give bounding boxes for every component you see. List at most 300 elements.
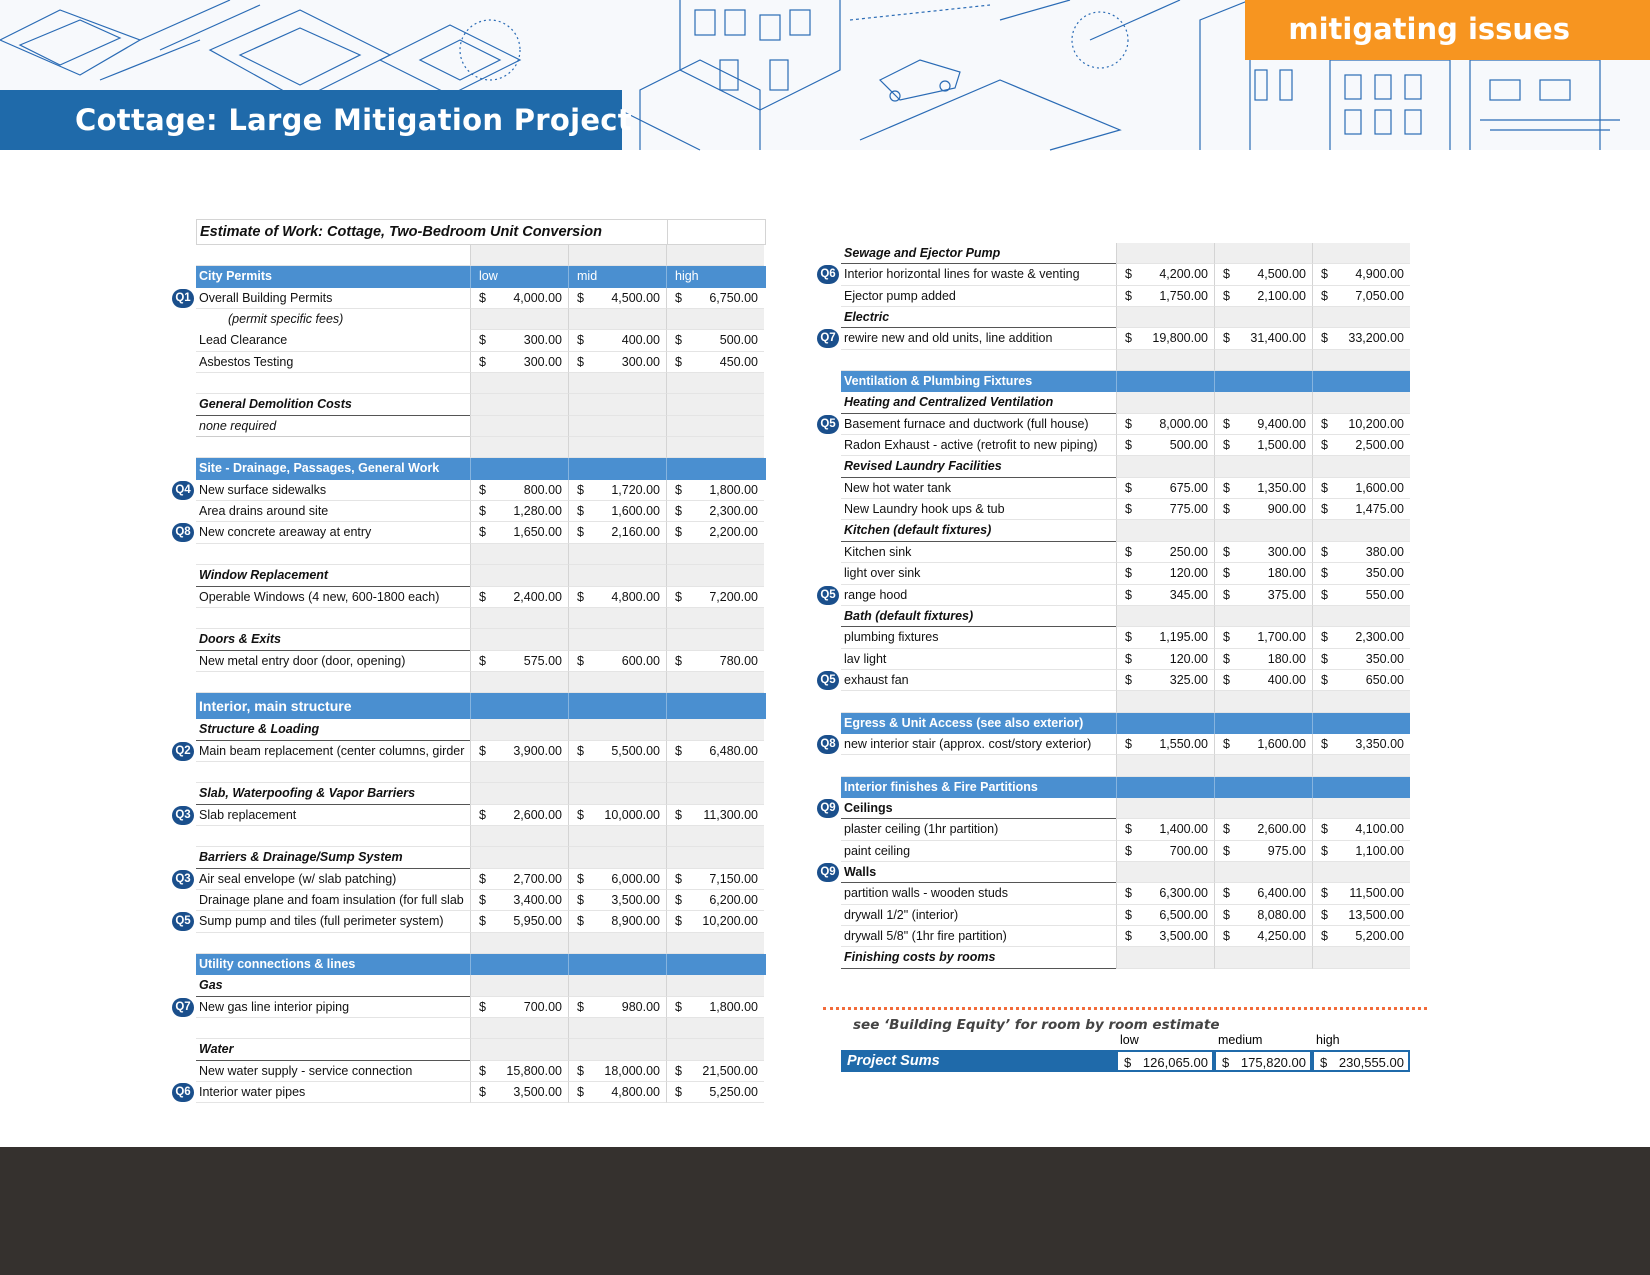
value-cell-high: [666, 587, 764, 608]
value-cell-high: [1312, 414, 1410, 435]
currency-sign: $: [577, 333, 584, 348]
currency-sign: $: [1223, 736, 1230, 751]
currency-sign: $: [479, 333, 486, 348]
value-mid: 180.00: [1267, 566, 1306, 581]
line-item-row: [841, 478, 1410, 499]
value-cell-mid: [1214, 883, 1312, 904]
section-header: [841, 713, 1410, 734]
value-mid: 4,250.00: [1257, 929, 1306, 943]
line-item-row: [175, 522, 766, 543]
empty-cell: [666, 608, 764, 629]
empty-cell: [841, 691, 1116, 712]
value-cell-mid: [568, 997, 666, 1018]
sum-currency: $: [1124, 1055, 1132, 1070]
currency-sign: $: [1125, 288, 1132, 303]
currency-sign: $: [675, 914, 682, 929]
blank-row: [841, 350, 1410, 371]
value-cell-high: [1312, 670, 1410, 691]
subsection-label: Water: [196, 1039, 470, 1060]
empty-cell: [568, 672, 666, 693]
right-estimate-table: [820, 243, 1410, 969]
value-high: 4,100.00: [1355, 822, 1404, 837]
empty-cell: [470, 629, 568, 650]
currency-sign: $: [1125, 438, 1132, 453]
currency-sign: $: [675, 333, 682, 348]
section-header-cell: [1116, 371, 1214, 392]
value-mid: 600.00: [621, 653, 660, 668]
line-item-row: [196, 651, 766, 672]
section-header-label: Interior finishes & Fire Partitions: [844, 779, 1038, 794]
currency-sign: $: [577, 1063, 584, 1078]
empty-cell: [470, 783, 568, 804]
empty-cell: [568, 1018, 666, 1039]
line-item-text: exhaust fan: [844, 672, 909, 687]
subsection-label: [820, 862, 1116, 883]
blank-row: [196, 762, 766, 783]
line-item-row: [175, 1082, 766, 1103]
line-item-label: [841, 286, 1116, 307]
empty-cell: [196, 245, 470, 266]
currency-sign: $: [1223, 438, 1230, 453]
question-badge-q7: Q7: [172, 998, 194, 1017]
value-low: 1,750.00: [1159, 288, 1208, 303]
empty-cell: [1312, 691, 1410, 712]
currency-sign: $: [675, 807, 682, 822]
section-header-cell: [1116, 777, 1214, 798]
value-cell-mid: [568, 352, 666, 373]
value-cell-mid: [568, 890, 666, 911]
empty-cell: [196, 608, 470, 629]
value-cell-low: [1116, 883, 1214, 904]
blank-row: [196, 608, 766, 629]
empty-cell: [568, 719, 666, 740]
value-cell-low: [1116, 649, 1214, 670]
value-high: 780.00: [719, 653, 758, 668]
empty-cell: [666, 394, 764, 415]
empty-cell: [1116, 947, 1214, 968]
sum-medium: 175,820.00: [1240, 1055, 1306, 1070]
line-item-row: [841, 563, 1410, 584]
section-header: [196, 458, 766, 479]
value-mid: 4,800.00: [611, 1085, 660, 1100]
empty-cell: [568, 565, 666, 586]
value-high: 4,900.00: [1355, 267, 1404, 282]
value-cell-low: [1116, 499, 1214, 520]
section-header-cell: [470, 693, 568, 719]
empty-cell: [470, 544, 568, 565]
empty-cell: [470, 309, 568, 330]
empty-cell: [568, 847, 666, 868]
currency-sign: $: [1125, 416, 1132, 431]
blank-row: [196, 826, 766, 847]
question-badge-q8: Q8: [172, 523, 194, 542]
section-tab: [1245, 0, 1650, 60]
line-item-text: Kitchen sink: [844, 544, 912, 559]
empty-cell: [470, 847, 568, 868]
line-item-row: [175, 805, 766, 826]
value-low: 4,200.00: [1159, 267, 1208, 282]
line-item-row: [841, 542, 1410, 563]
value-mid: 980.00: [621, 999, 660, 1014]
line-item-text: drywall 1/2" (interior): [844, 907, 959, 922]
currency-sign: $: [1223, 544, 1230, 559]
subsection-header: [820, 798, 1410, 819]
line-item-label: [841, 905, 1116, 926]
finishing-note: see ‘Building Equity’ for room by room estimate: [853, 1017, 1220, 1033]
value-cell-high: [666, 997, 764, 1018]
value-mid: 8,900.00: [611, 914, 660, 929]
empty-cell: [196, 826, 470, 847]
currency-sign: $: [1223, 822, 1230, 837]
value-high: 5,250.00: [709, 1085, 758, 1100]
currency-sign: $: [1321, 438, 1328, 453]
value-high: 13,500.00: [1348, 907, 1404, 922]
line-item-label: [196, 587, 470, 608]
value-cell-high: [666, 890, 764, 911]
currency-sign: $: [1223, 267, 1230, 282]
line-item-row: [841, 649, 1410, 670]
empty-cell: [1116, 307, 1214, 328]
value-cell-high: [666, 651, 764, 672]
empty-cell: [568, 394, 666, 415]
empty-cell: [666, 672, 764, 693]
subsection-label: Electric: [841, 307, 1116, 328]
subsection-label: Barriers & Drainage/Sump System: [196, 847, 470, 868]
value-cell-high: [666, 501, 764, 522]
value-mid: 375.00: [1267, 587, 1306, 602]
empty-cell: [666, 373, 764, 394]
currency-sign: $: [577, 871, 584, 886]
line-item-row: [841, 841, 1410, 862]
value-cell-low: [470, 890, 568, 911]
value-cell-mid: [1214, 414, 1312, 435]
page-title: Cottage: Large Mitigation Project: [75, 103, 632, 137]
line-item-label: [841, 926, 1116, 947]
currency-sign: $: [1125, 929, 1132, 943]
section-header-cell: [1116, 713, 1214, 734]
currency-sign: $: [675, 504, 682, 519]
empty-cell: [568, 783, 666, 804]
line-item-row: [841, 883, 1410, 904]
value-high: 380.00: [1365, 544, 1404, 559]
value-cell-mid: [568, 1082, 666, 1103]
empty-cell: [666, 933, 764, 954]
empty-cell: [666, 245, 764, 266]
empty-cell: [470, 394, 568, 415]
subsection-label: Doors & Exits: [196, 629, 470, 650]
empty-cell: [196, 933, 470, 954]
value-cell-mid: [1214, 478, 1312, 499]
section-header-cell: [1214, 777, 1312, 798]
sum-header-high: high: [1316, 1033, 1340, 1047]
value-low: 1,550.00: [1159, 736, 1208, 751]
currency-sign: $: [1125, 331, 1132, 346]
value-cell-high: [1312, 328, 1410, 349]
currency-sign: $: [479, 504, 486, 519]
value-low: 300.00: [523, 354, 562, 369]
question-badge-q3: Q3: [172, 870, 194, 889]
value-cell-low: [470, 869, 568, 890]
empty-cell: [470, 608, 568, 629]
line-item-text: New Laundry hook ups & tub: [844, 502, 1005, 517]
value-low: 700.00: [1169, 843, 1208, 858]
line-item-text: new interior stair (approx. cost/story exterior): [844, 736, 1092, 751]
section-header-cell: [568, 954, 666, 975]
empty-cell: [470, 672, 568, 693]
currency-sign: $: [1321, 822, 1328, 837]
line-item-text: Air seal envelope (w/ slab patching): [199, 871, 397, 886]
value-cell-high: [666, 869, 764, 890]
empty-cell: [470, 416, 568, 437]
empty-cell: [470, 437, 568, 458]
sum-low-cell: [1116, 1050, 1214, 1072]
line-item-row: [841, 286, 1410, 307]
note-text: (permit specific fees): [228, 312, 344, 327]
currency-sign: $: [577, 1085, 584, 1100]
currency-sign: $: [1321, 736, 1328, 751]
value-low: 1,650.00: [513, 525, 562, 540]
subsection-text: Walls: [844, 864, 877, 879]
line-item-label: [820, 670, 1116, 691]
value-high: 1,100.00: [1355, 843, 1404, 858]
value-low: 120.00: [1169, 566, 1208, 581]
line-item-text: drywall 5/8" (1hr fire partition): [844, 929, 1007, 943]
currency-sign: $: [1223, 843, 1230, 858]
line-item-text: partition walls - wooden studs: [844, 886, 1008, 901]
line-item-text: plumbing fixtures: [844, 630, 939, 645]
empty-cell: [1312, 456, 1410, 477]
value-high: 6,480.00: [709, 743, 758, 758]
currency-sign: $: [675, 482, 682, 497]
line-item-label: [820, 414, 1116, 435]
section-header-label: Egress & Unit Access (see also exterior): [844, 715, 1084, 730]
value-cell-high: [1312, 542, 1410, 563]
empty-cell: [568, 826, 666, 847]
value-high: 3,350.00: [1355, 736, 1404, 751]
line-item-text: Lead Clearance: [199, 333, 288, 348]
empty-cell: [666, 565, 764, 586]
value-low: 500.00: [1169, 438, 1208, 453]
subsection-label: Structure & Loading: [196, 719, 470, 740]
value-mid: 4,500.00: [1257, 267, 1306, 282]
line-item-label: [175, 911, 470, 932]
value-low: 4,000.00: [513, 290, 562, 305]
line-item-label: [841, 563, 1116, 584]
empty-cell: [841, 350, 1116, 371]
value-cell-mid: [1214, 328, 1312, 349]
line-item-text: plaster ceiling (1hr partition): [844, 822, 999, 837]
value-high: 2,500.00: [1355, 438, 1404, 453]
note-row: [196, 309, 766, 330]
currency-sign: $: [479, 290, 486, 305]
empty-cell: [1312, 862, 1410, 883]
currency-sign: $: [675, 892, 682, 907]
blank-row: [841, 755, 1410, 776]
blank-row: [196, 373, 766, 394]
line-item-label: [841, 841, 1116, 862]
value-high: 650.00: [1365, 672, 1404, 687]
value-cell-mid: [568, 501, 666, 522]
currency-sign: $: [577, 482, 584, 497]
currency-sign: $: [479, 482, 486, 497]
currency-sign: $: [675, 743, 682, 758]
empty-cell: [1214, 606, 1312, 627]
subsection-header: [820, 862, 1410, 883]
blank-row: [196, 1018, 766, 1039]
subsection-label: Finishing costs by rooms: [841, 947, 1116, 968]
value-cell-low: [1116, 819, 1214, 840]
line-item-text: Area drains around site: [199, 504, 329, 519]
value-high: 6,200.00: [709, 892, 758, 907]
currency-sign: $: [479, 871, 486, 886]
value-low: 3,500.00: [1159, 929, 1208, 943]
section-header-cell: [1312, 371, 1410, 392]
value-cell-low: [470, 1061, 568, 1082]
line-item-row: [841, 926, 1410, 947]
question-badge-q5: Q5: [817, 586, 839, 605]
value-cell-mid: [1214, 734, 1312, 755]
line-item-text: Ejector pump added: [844, 288, 956, 303]
value-cell-mid: [568, 522, 666, 543]
line-item-label: [175, 288, 470, 309]
value-cell-mid: [568, 805, 666, 826]
sum-low: 126,065.00: [1142, 1055, 1208, 1070]
value-mid: 4,500.00: [611, 290, 660, 305]
currency-sign: $: [1321, 929, 1328, 943]
subsection-header: [196, 975, 766, 996]
currency-sign: $: [577, 807, 584, 822]
question-badge-q2: Q2: [172, 742, 194, 761]
empty-cell: [666, 1039, 764, 1060]
line-item-text: Radon Exhaust - active (retrofit to new piping): [844, 438, 1098, 453]
empty-cell: [470, 975, 568, 996]
value-high: 10,200.00: [702, 914, 758, 929]
value-cell-low: [1116, 478, 1214, 499]
empty-cell: [1214, 350, 1312, 371]
value-cell-low: [1116, 328, 1214, 349]
value-high: 33,200.00: [1348, 331, 1404, 346]
currency-sign: $: [1125, 822, 1132, 837]
value-cell-low: [470, 522, 568, 543]
value-cell-high: [666, 1082, 764, 1103]
value-cell-mid: [1214, 563, 1312, 584]
value-high: 11,300.00: [703, 807, 758, 822]
value-high: 11,500.00: [1349, 886, 1404, 901]
currency-sign: $: [1321, 288, 1328, 303]
value-cell-low: [470, 480, 568, 501]
value-high: 7,050.00: [1355, 288, 1404, 303]
section-header-cell: [1214, 371, 1312, 392]
value-cell-high: [666, 480, 764, 501]
subsection-header: [841, 392, 1410, 413]
sum-currency: $: [1320, 1055, 1328, 1070]
value-mid: 1,600.00: [611, 504, 660, 519]
empty-cell: [1312, 606, 1410, 627]
currency-sign: $: [577, 743, 584, 758]
value-cell-high: [1312, 819, 1410, 840]
currency-sign: $: [1223, 480, 1230, 495]
empty-cell: [1116, 456, 1214, 477]
section-header-label: Ventilation & Plumbing Fixtures: [844, 374, 1033, 389]
value-mid: 900.00: [1267, 502, 1306, 517]
section-header-label: Utility connections & lines: [199, 957, 356, 971]
empty-cell: [470, 565, 568, 586]
line-item-row: [841, 627, 1410, 648]
value-cell-low: [1116, 414, 1214, 435]
currency-sign: $: [675, 871, 682, 886]
value-cell-high: [1312, 264, 1410, 285]
line-item-text: New hot water tank: [844, 480, 951, 495]
blank-row: [841, 691, 1410, 712]
value-mid: 180.00: [1267, 651, 1306, 666]
header-illustration-banner: [0, 0, 1650, 150]
line-item-text: New gas line interior piping: [199, 999, 350, 1014]
subsection-label: Heating and Centralized Ventilation: [841, 392, 1116, 413]
line-item-text: New water supply - service connection: [199, 1063, 413, 1078]
value-cell-low: [1116, 286, 1214, 307]
line-item-row: [841, 905, 1410, 926]
value-high: 1,600.00: [1355, 480, 1404, 495]
value-cell-high: [666, 1061, 764, 1082]
currency-sign: $: [1223, 416, 1230, 431]
empty-cell: [568, 762, 666, 783]
currency-sign: $: [577, 999, 584, 1014]
empty-cell: [470, 826, 568, 847]
empty-cell: [470, 1018, 568, 1039]
empty-cell: [1312, 307, 1410, 328]
currency-sign: $: [1223, 502, 1230, 517]
value-cell-low: [1116, 670, 1214, 691]
subsection-header: [196, 1039, 766, 1060]
line-item-label: [196, 1061, 470, 1082]
value-mid: 5,500.00: [611, 743, 660, 758]
value-cell-mid: [1214, 627, 1312, 648]
value-high: 1,475.00: [1355, 502, 1404, 517]
currency-sign: $: [479, 743, 486, 758]
currency-sign: $: [1125, 566, 1132, 581]
question-badge-q5: Q5: [817, 415, 839, 434]
empty-cell: [1116, 691, 1214, 712]
line-item-label: [841, 478, 1116, 499]
question-badge-q4: Q4: [172, 481, 194, 500]
section-header-cell: [568, 458, 666, 479]
question-badge-q3: Q3: [172, 806, 194, 825]
table-title-spacer: [667, 220, 765, 244]
question-badge-q6: Q6: [172, 1083, 194, 1102]
empty-cell: [1312, 798, 1410, 819]
empty-cell: [1214, 243, 1312, 264]
currency-sign: $: [479, 914, 486, 929]
value-mid: 6,000.00: [611, 871, 660, 886]
value-cell-low: [1116, 264, 1214, 285]
value-low: 345.00: [1169, 587, 1208, 602]
sum-column-headers: [1116, 1033, 1410, 1047]
line-item-row: [175, 911, 766, 932]
currency-sign: $: [675, 589, 682, 604]
value-cell-low: [1116, 435, 1214, 456]
line-item-label: [820, 328, 1116, 349]
empty-cell: [666, 416, 764, 437]
empty-cell: [568, 933, 666, 954]
empty-cell: [1312, 947, 1410, 968]
value-cell-mid: [1214, 819, 1312, 840]
line-item-text: Overall Building Permits: [199, 290, 333, 305]
value-low: 675.00: [1169, 480, 1208, 495]
value-cell-high: [1312, 734, 1410, 755]
value-cell-mid: [1214, 286, 1312, 307]
currency-sign: $: [479, 525, 486, 540]
subsection-label: Sewage and Ejector Pump: [841, 243, 1116, 264]
